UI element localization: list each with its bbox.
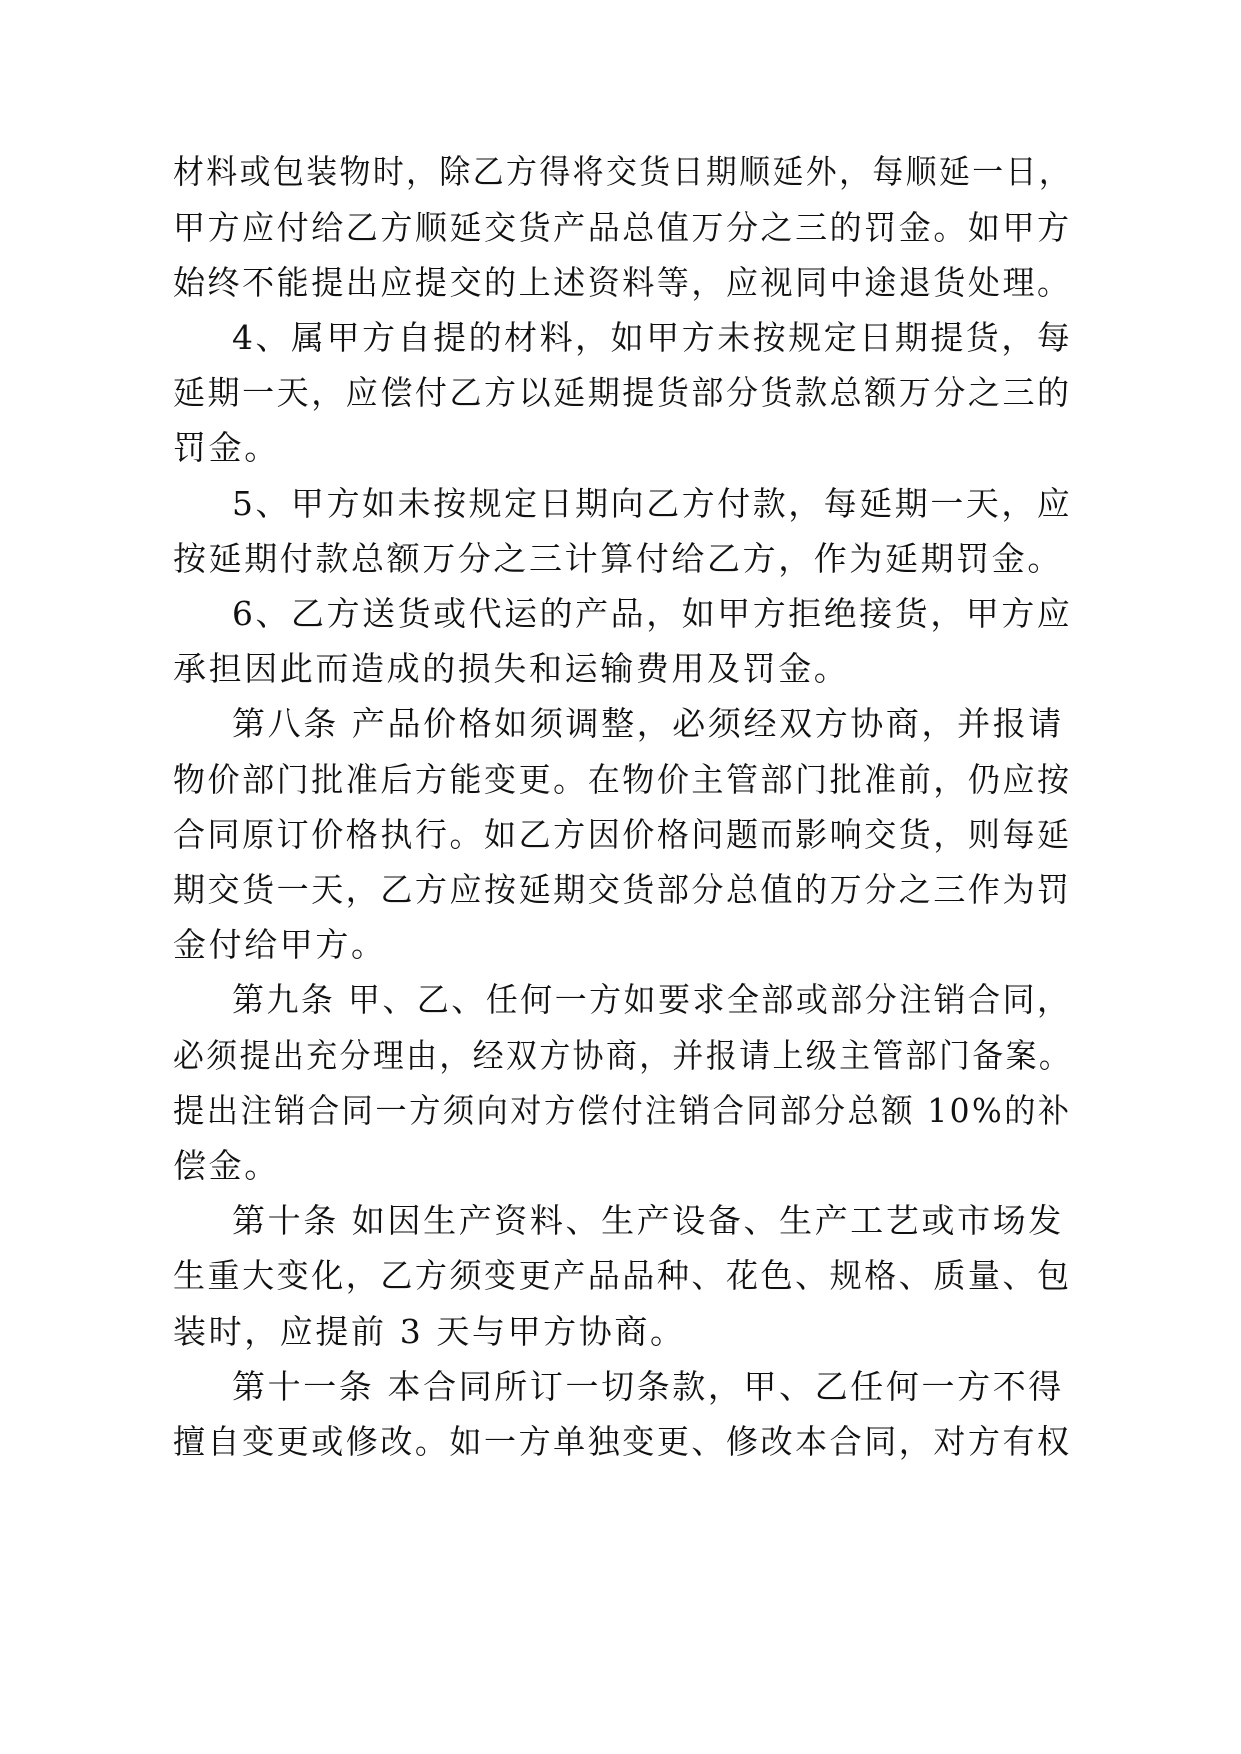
text-line: 必须提出充分理由，经双方协商，并报请上级主管部门备案。: [173, 1036, 1073, 1075]
text-line: 擅自变更或修改。如一方单独变更、修改本合同，对方有权: [173, 1422, 1072, 1461]
text-line: 承担因此而造成的损失和运输费用及罚金。: [173, 649, 850, 688]
text-line: 罚金。: [173, 428, 280, 467]
text-line: 第九条 甲、乙、任何一方如要求全部或部分注销合同，: [232, 980, 1072, 1019]
text-line: 金付给甲方。: [173, 925, 387, 964]
text-line: 第十一条 本合同所订一切条款，甲、乙任何一方不得: [232, 1367, 1064, 1406]
text-line: 5、甲方如未按规定日期向乙方付款，每延期一天，应: [232, 484, 1073, 523]
text-line: 4、属甲方自提的材料，如甲方未按规定日期提货，每: [232, 318, 1073, 357]
text-line: 装时，应提前 3 天与甲方协商。: [173, 1312, 686, 1351]
text-line: 按延期付款总额万分之三计算付给乙方，作为延期罚金。: [173, 539, 1063, 578]
text-line: 甲方应付给乙方顺延交货产品总值万分之三的罚金。如甲方: [173, 208, 1072, 247]
text-line: 第八条 产品价格如须调整，必须经双方协商，并报请: [232, 704, 1064, 743]
text-line: 提出注销合同一方须向对方偿付注销合同部分总额 10%的补: [173, 1091, 1072, 1130]
text-line: 物价部门批准后方能变更。在物价主管部门批准前，仍应按: [173, 760, 1072, 799]
text-line: 始终不能提出应提交的上述资料等，应视同中途退货处理。: [173, 263, 1072, 302]
text-line: 材料或包装物时，除乙方得将交货日期顺延外，每顺延一日，: [173, 152, 1073, 191]
text-line: 延期一天，应偿付乙方以延期提货部分货款总额万分之三的: [173, 373, 1072, 412]
text-line: 期交货一天，乙方应按延期交货部分总值的万分之三作为罚: [173, 870, 1072, 909]
text-line: 生重大变化，乙方须变更产品品种、花色、规格、质量、包: [173, 1256, 1072, 1295]
text-line: 偿金。: [173, 1146, 280, 1185]
text-line: 第十条 如因生产资料、生产设备、生产工艺或市场发: [232, 1201, 1064, 1240]
text-line: 合同原订价格执行。如乙方因价格问题而影响交货，则每延: [173, 815, 1072, 854]
text-line: 6、乙方送货或代运的产品，如甲方拒绝接货，甲方应: [232, 594, 1073, 633]
